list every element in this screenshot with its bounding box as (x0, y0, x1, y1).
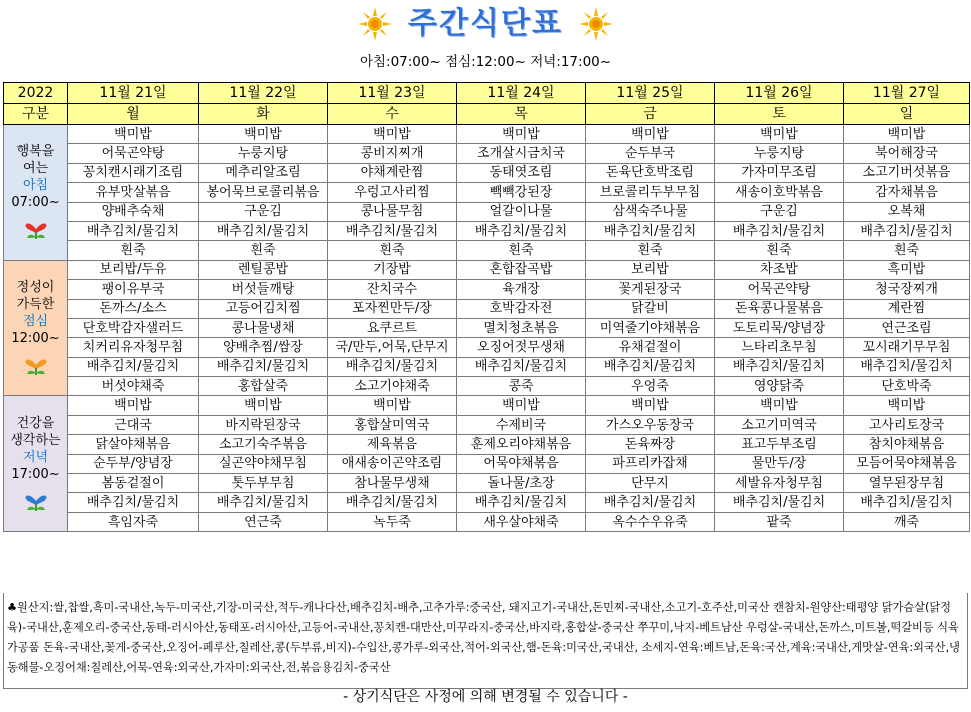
menu-item-cell: 파프리카잡채 (586, 454, 715, 473)
lunch-menu-row (4, 260, 970, 279)
menu-item-cell: 야채계란찜 (328, 163, 457, 182)
menu-item-cell: 배추김치/물김치 (457, 221, 586, 240)
menu-item-cell: 양배추찜/쌈장 (199, 338, 328, 357)
menu-item-cell: 세발유자청무침 (715, 474, 844, 493)
meal-name: 저녁 (22, 449, 49, 465)
menu-item-cell: 고등어김치찜 (199, 299, 328, 318)
menu-item-cell: 콩나물무침 (328, 202, 457, 221)
menu-item-cell: 연근죽 (199, 512, 328, 531)
meal-slogan-line: 여는 (22, 161, 49, 177)
menu-item-cell: 홍합살죽 (199, 377, 328, 396)
menu-item-cell: 백미밥 (199, 396, 328, 415)
sun-icon (357, 6, 393, 42)
menu-item-cell: 모듬어묵야채볶음 (844, 454, 970, 473)
menu-item-cell: 멸치청초볶음 (457, 318, 586, 337)
menu-item-cell: 구운김 (199, 202, 328, 221)
menu-item-cell: 배추김치/물김치 (586, 221, 715, 240)
lunch-menu-row (4, 318, 970, 337)
lunch-label-cell (4, 260, 68, 396)
menu-item-cell: 콩죽 (457, 377, 586, 396)
menu-item-cell: 새송이호박볶음 (715, 183, 844, 202)
menu-item-cell: 애새송이곤약조림 (328, 454, 457, 473)
menu-item-cell: 어묵곤약탕 (715, 280, 844, 299)
menu-item-cell: 배추김치/물김치 (328, 357, 457, 376)
menu-item-cell: 호박감자전 (457, 299, 586, 318)
menu-item-cell: 백미밥 (586, 396, 715, 415)
menu-item-cell: 팽이유부국 (68, 280, 199, 299)
menu-item-cell: 옥수수우유죽 (586, 512, 715, 531)
breakfast-menu-row (4, 144, 970, 163)
menu-item-cell: 백미밥 (715, 125, 844, 144)
menu-item-cell: 유채겉절이 (586, 338, 715, 357)
breakfast-menu-row (4, 202, 970, 221)
menu-item-cell: 흰죽 (457, 241, 586, 260)
menu-item-cell: 가스오우동장국 (586, 415, 715, 434)
menu-item-cell: 브로콜리두부무침 (586, 183, 715, 202)
menu-item-cell: 백미밥 (586, 125, 715, 144)
menu-item-cell: 물만두/장 (715, 454, 844, 473)
menu-item-cell: 배추김치/물김치 (68, 357, 199, 376)
menu-item-cell: 근대국 (68, 415, 199, 434)
breakfast-menu-row (4, 183, 970, 202)
weekday-cell: 토 (715, 104, 844, 125)
menu-item-cell: 봄동겉절이 (68, 474, 199, 493)
menu-item-cell: 백미밥 (457, 396, 586, 415)
menu-item-cell: 소고기야채죽 (328, 377, 457, 396)
menu-item-cell: 꽁치캔시래기조림 (68, 163, 199, 182)
origin-notes: ♣원산지:쌀,찹쌀,흑미-국내산,녹두-미국산,기장-미국산,적두-캐나다산,배추김치-배추,고추가루:중국산, 돼지고기-국내산,돈민찌-국내산,소고기-호주산,미국산 캔참치-원양산:태평양 닭가슴살(닭정육)-국내산,훈제오리-중국산,동태-러시아산,동태포-러시아산,고등어-국내산,꽁치캔-대만산,미꾸라지-중국산,바지락,홍합살-중국산 쭈꾸미,낙지-베트남산 우렁살-국내산,돈까스,미트볼,떡갈비등 식육가공품 돈육-국내산,꽃게-중국산,오징어-페루산,칠레산,콩(두부류,비지)-수입산,콩가루-외국산,적어-외국산,햄-돈육:미국산,국내산, 소세지-연육:베트남,돈육:국산,계육:국내산,게맛살-연육:외국산,냉동해물-오징어채:칠레산,어묵-연육:외국산,가자미:외국산,전,볶음용김치-중국산 (3, 593, 968, 689)
dinner-menu-row (4, 396, 970, 415)
meal-time: 07:00~ (11, 195, 60, 211)
heart-flower-icon (22, 351, 50, 377)
menu-item-cell: 봉어묵브로콜리볶음 (199, 183, 328, 202)
heart-flower-icon (22, 487, 50, 513)
menu-item-cell: 열무된장무침 (844, 474, 970, 493)
menu-item-cell: 구운김 (715, 202, 844, 221)
menu-item-cell: 단무지 (586, 474, 715, 493)
menu-item-cell: 배추김치/물김치 (586, 357, 715, 376)
menu-item-cell: 돈육짜장 (586, 435, 715, 454)
menu-table (3, 82, 970, 532)
category-label: 구분 (4, 104, 68, 125)
menu-item-cell: 배추김치/물김치 (199, 221, 328, 240)
menu-item-cell: 백미밥 (68, 125, 199, 144)
menu-item-cell: 흑미밥 (844, 260, 970, 279)
menu-item-cell: 보리밥/두유 (68, 260, 199, 279)
menu-item-cell: 백미밥 (844, 125, 970, 144)
menu-item-cell: 동태엿조림 (457, 163, 586, 182)
menu-item-cell: 청국장찌개 (844, 280, 970, 299)
menu-item-cell: 포자찐만두/장 (328, 299, 457, 318)
menu-item-cell: 단호박죽 (844, 377, 970, 396)
menu-item-cell: 배추김치/물김치 (457, 493, 586, 512)
weekday-cell: 수 (328, 104, 457, 125)
lunch-menu-row (4, 357, 970, 376)
breakfast-menu-row (4, 221, 970, 240)
menu-item-cell: 기장밥 (328, 260, 457, 279)
menu-item-cell: 닭살야채볶음 (68, 435, 199, 454)
menu-item-cell: 국/만두,어묵,단무지 (328, 338, 457, 357)
menu-item-cell: 흰죽 (68, 241, 199, 260)
menu-item-cell: 제육볶음 (328, 435, 457, 454)
meal-name: 아침 (22, 178, 49, 194)
weekday-cell: 일 (844, 104, 970, 125)
menu-item-cell: 오징어젓무생채 (457, 338, 586, 357)
menu-item-cell: 삼색숙주나물 (586, 202, 715, 221)
menu-item-cell: 메추리알조림 (199, 163, 328, 182)
menu-item-cell: 어묵야채볶음 (457, 454, 586, 473)
meal-time: 17:00~ (11, 466, 60, 482)
meal-slogan-line: 가득한 (16, 297, 55, 313)
menu-item-cell: 수제비국 (457, 415, 586, 434)
meal-slogan-line: 행복을 (16, 144, 55, 160)
menu-item-cell: 콩비지찌개 (328, 144, 457, 163)
menu-item-cell: 새우살야채죽 (457, 512, 586, 531)
menu-item-cell: 어묵곤약탕 (68, 144, 199, 163)
menu-item-cell: 혼합잡곡밥 (457, 260, 586, 279)
menu-item-cell: 백미밥 (68, 396, 199, 415)
menu-item-cell: 흰죽 (586, 241, 715, 260)
meal-name: 점심 (22, 314, 49, 330)
weekday-cell: 금 (586, 104, 715, 125)
breakfast-menu-row (4, 125, 970, 144)
menu-item-cell: 백미밥 (328, 125, 457, 144)
menu-item-cell: 흑임자죽 (68, 512, 199, 531)
menu-item-cell: 미역줄기야채볶음 (586, 318, 715, 337)
weekday-row (4, 104, 970, 125)
date-cell: 11월 22일 (199, 83, 328, 104)
date-cell: 11월 21일 (68, 83, 199, 104)
lunch-menu-row (4, 338, 970, 357)
breakfast-label-cell (4, 125, 68, 261)
menu-item-cell: 백미밥 (844, 396, 970, 415)
menu-item-cell: 연근조림 (844, 318, 970, 337)
menu-item-cell: 느타리초무침 (715, 338, 844, 357)
meal-times: 아침:07:00~ 점심:12:00~ 저녁:17:00~ (359, 54, 612, 70)
menu-item-cell: 고사리토장국 (844, 415, 970, 434)
menu-item-cell: 백미밥 (457, 125, 586, 144)
menu-item-cell: 우렁고사리찜 (328, 183, 457, 202)
menu-item-cell: 육개장 (457, 280, 586, 299)
menu-item-cell: 조개살시금치국 (457, 144, 586, 163)
menu-item-cell: 배추김치/물김치 (844, 493, 970, 512)
menu-item-cell: 배추김치/물김치 (715, 221, 844, 240)
menu-item-cell: 배추김치/물김치 (844, 221, 970, 240)
menu-item-cell: 돈까스/소스 (68, 299, 199, 318)
menu-item-cell: 돈육단호박조림 (586, 163, 715, 182)
menu-item-cell: 참치야채볶음 (844, 435, 970, 454)
menu-item-cell: 요쿠르트 (328, 318, 457, 337)
dinner-menu-row (4, 415, 970, 434)
menu-item-cell: 깨죽 (844, 512, 970, 531)
date-cell: 11월 26일 (715, 83, 844, 104)
date-cell: 11월 27일 (844, 83, 970, 104)
footer-note: - 상기식단은 사정에 의해 변경될 수 있습니다 - (343, 689, 628, 705)
menu-item-cell: 소고기버섯볶음 (844, 163, 970, 182)
menu-item-cell: 누룽지탕 (715, 144, 844, 163)
menu-item-cell: 소고기숙주볶음 (199, 435, 328, 454)
menu-item-cell: 얼갈이나물 (457, 202, 586, 221)
date-cell: 11월 24일 (457, 83, 586, 104)
menu-item-cell: 양배추숙채 (68, 202, 199, 221)
weekday-cell: 월 (68, 104, 199, 125)
menu-item-cell: 잔치국수 (328, 280, 457, 299)
menu-item-cell: 배추김치/물김치 (844, 357, 970, 376)
menu-item-cell: 영양닭죽 (715, 377, 844, 396)
menu-item-cell: 흰죽 (715, 241, 844, 260)
menu-item-cell: 팥죽 (715, 512, 844, 531)
menu-item-cell: 표고두부조림 (715, 435, 844, 454)
menu-item-cell: 배추김치/물김치 (68, 221, 199, 240)
menu-item-cell: 녹두죽 (328, 512, 457, 531)
dinner-menu-row (4, 474, 970, 493)
menu-item-cell: 계란찜 (844, 299, 970, 318)
menu-item-cell: 실곤약야채무침 (199, 454, 328, 473)
date-cell: 11월 23일 (328, 83, 457, 104)
heart-flower-icon (22, 215, 50, 241)
lunch-menu-row (4, 299, 970, 318)
menu-item-cell: 배추김치/물김치 (328, 493, 457, 512)
menu-item-cell: 버섯야채죽 (68, 377, 199, 396)
menu-item-cell: 보리밥 (586, 260, 715, 279)
menu-item-cell: 돌나물/초장 (457, 474, 586, 493)
menu-item-cell: 백미밥 (715, 396, 844, 415)
weekday-cell: 화 (199, 104, 328, 125)
menu-item-cell: 훈제오리야채볶음 (457, 435, 586, 454)
weekday-cell: 목 (457, 104, 586, 125)
menu-item-cell: 버섯들깨탕 (199, 280, 328, 299)
dinner-menu-row (4, 512, 970, 531)
menu-item-cell: 순두부국 (586, 144, 715, 163)
dinner-menu-row (4, 493, 970, 512)
lunch-menu-row (4, 377, 970, 396)
menu-item-cell: 북어해장국 (844, 144, 970, 163)
menu-item-cell: 톳두부무침 (199, 474, 328, 493)
menu-item-cell: 배추김치/물김치 (328, 221, 457, 240)
menu-item-cell: 감자채볶음 (844, 183, 970, 202)
meal-slogan-line: 건강을 (16, 415, 55, 431)
menu-item-cell: 단호박감자샐러드 (68, 318, 199, 337)
dinner-menu-row (4, 454, 970, 473)
menu-item-cell: 백미밥 (328, 396, 457, 415)
menu-item-cell: 배추김치/물김치 (199, 493, 328, 512)
meal-slogan-line: 정성이 (16, 280, 55, 296)
menu-item-cell: 홍합살미역국 (328, 415, 457, 434)
breakfast-menu-row (4, 241, 970, 260)
date-row (4, 83, 970, 104)
menu-item-cell: 차조밥 (715, 260, 844, 279)
menu-item-cell: 배추김치/물김치 (586, 493, 715, 512)
title-bar (0, 2, 971, 46)
meal-time: 12:00~ (11, 331, 60, 347)
menu-item-cell: 소고기미역국 (715, 415, 844, 434)
dinner-label-cell (4, 396, 68, 532)
page-title: 주간식단표 (408, 6, 563, 41)
menu-item-cell: 렌틸콩밥 (199, 260, 328, 279)
menu-item-cell: 닭갈비 (586, 299, 715, 318)
menu-item-cell: 누룽지탕 (199, 144, 328, 163)
menu-item-cell: 돈육콩나물볶음 (715, 299, 844, 318)
date-cell: 11월 25일 (586, 83, 715, 104)
menu-item-cell: 백미밥 (199, 125, 328, 144)
menu-item-cell: 흰죽 (199, 241, 328, 260)
sun-icon (578, 6, 614, 42)
menu-item-cell: 배추김치/물김치 (715, 357, 844, 376)
menu-item-cell: 흰죽 (844, 241, 970, 260)
menu-item-cell: 꼬시래기무무침 (844, 338, 970, 357)
menu-item-cell: 참나물무생채 (328, 474, 457, 493)
menu-item-cell: 콩나물냉채 (199, 318, 328, 337)
breakfast-menu-row (4, 163, 970, 182)
menu-item-cell: 꽃게된장국 (586, 280, 715, 299)
menu-item-cell: 배추김치/물김치 (457, 357, 586, 376)
menu-item-cell: 흰죽 (328, 241, 457, 260)
year-cell: 2022 (4, 83, 68, 104)
menu-item-cell: 가자미무조림 (715, 163, 844, 182)
menu-item-cell: 배추김치/물김치 (715, 493, 844, 512)
menu-item-cell: 배추김치/물김치 (68, 493, 199, 512)
menu-item-cell: 배추김치/물김치 (199, 357, 328, 376)
menu-item-cell: 치커리유자청무침 (68, 338, 199, 357)
menu-item-cell: 바지락된장국 (199, 415, 328, 434)
menu-item-cell: 빽빽강된장 (457, 183, 586, 202)
menu-item-cell: 도토리묵/양념장 (715, 318, 844, 337)
menu-item-cell: 유부맛살볶음 (68, 183, 199, 202)
lunch-menu-row (4, 280, 970, 299)
menu-item-cell: 순두부/양념장 (68, 454, 199, 473)
dinner-menu-row (4, 435, 970, 454)
meal-slogan-line: 생각하는 (10, 432, 61, 448)
menu-item-cell: 오복채 (844, 202, 970, 221)
menu-item-cell: 우엉죽 (586, 377, 715, 396)
